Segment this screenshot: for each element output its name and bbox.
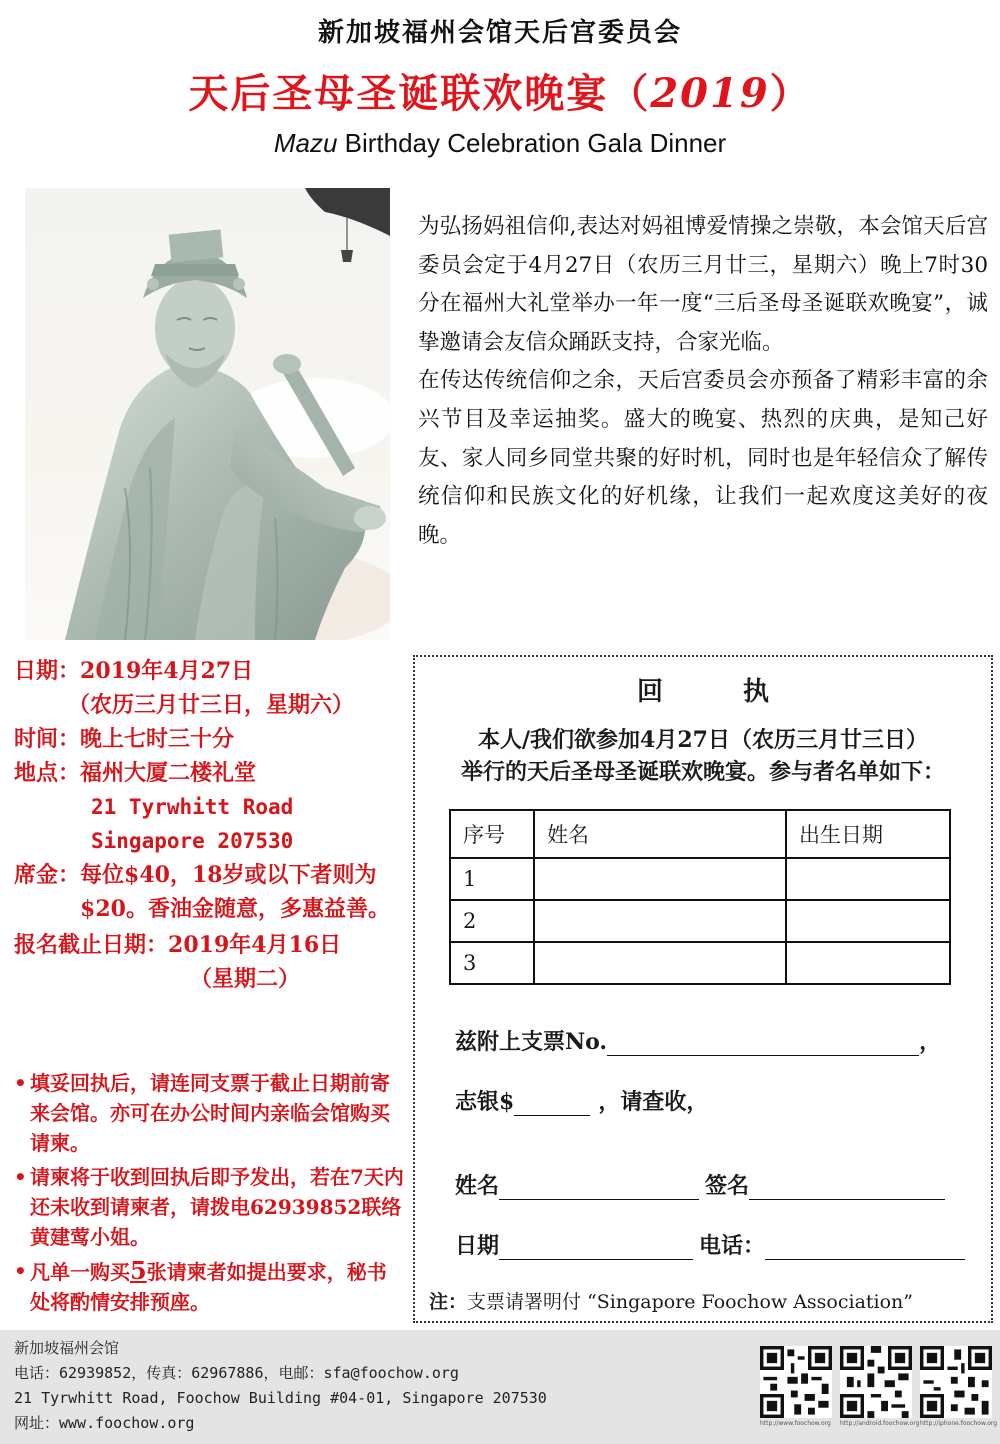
subtitle-rest: Birthday Celebration Gala Dinner bbox=[337, 128, 727, 158]
venue-address-2: Singapore 207530 bbox=[91, 829, 294, 853]
date-field-label: 日期 bbox=[455, 1233, 500, 1259]
sign-label: 签名 bbox=[705, 1173, 750, 1199]
organization-title: 新加坡福州会馆天后宫委员会 bbox=[317, 18, 682, 48]
sign-blank[interactable] bbox=[749, 1175, 945, 1200]
event-subtitle bbox=[0, 128, 1000, 159]
phone-blank[interactable] bbox=[765, 1235, 965, 1260]
fee-label: 席金： bbox=[14, 862, 81, 888]
event-title-text: 天后圣母圣诞联欢晚宴（ bbox=[188, 70, 651, 117]
event-year: 2019 bbox=[650, 70, 770, 117]
qr-code-icon bbox=[760, 1346, 832, 1418]
row-number: 2 bbox=[450, 900, 534, 942]
table-row bbox=[450, 858, 950, 900]
col-header-dob: 出生日期 bbox=[786, 810, 950, 858]
deadline-day: （星期二） bbox=[190, 966, 301, 992]
row-number: 3 bbox=[450, 942, 534, 984]
footnote-label: 注： bbox=[429, 1291, 468, 1313]
name-blank[interactable] bbox=[499, 1175, 699, 1200]
cheque-footnote bbox=[429, 1287, 913, 1314]
venue-value: 福州大厦二楼礼堂 bbox=[80, 760, 257, 786]
venue-address-1: 21 Tyrwhitt Road bbox=[91, 795, 294, 819]
date-lunar: （农历三月廿三日，星期六） bbox=[68, 692, 355, 718]
qr-label-3: http://iphone.foochow.org bbox=[920, 1420, 998, 1427]
note-3-part-a: 凡单一购买 bbox=[30, 1260, 130, 1284]
qr-code-icon bbox=[840, 1346, 912, 1418]
intro-text bbox=[418, 208, 988, 555]
note-3-number: 5 bbox=[130, 1256, 147, 1285]
note-text-2: 请柬将于收到回执后即予发出，若在7天内还未收到请柬者，请拨电62939852联络黄建莺小姐。 bbox=[30, 1165, 404, 1249]
detail-venue bbox=[14, 756, 406, 790]
footnote-text: 支票请署明付 “Singapore Foochow Association” bbox=[467, 1291, 914, 1313]
note-text-1: 填妥回执后，请连同支票于截止日期前寄来会馆。亦可在办公时间内亲临会馆购买请柬。 bbox=[30, 1071, 390, 1155]
name-cell[interactable] bbox=[534, 942, 786, 984]
time-label: 时间： bbox=[14, 726, 81, 752]
event-title-close: ） bbox=[769, 70, 812, 117]
table-row bbox=[450, 942, 950, 984]
dob-cell[interactable] bbox=[786, 942, 950, 984]
dob-cell[interactable] bbox=[786, 858, 950, 900]
name-cell[interactable] bbox=[534, 900, 786, 942]
footer-contact bbox=[14, 1336, 547, 1436]
time-value: 晚上七时三十分 bbox=[80, 726, 235, 752]
row-number: 1 bbox=[450, 858, 534, 900]
cheque-label: 兹附上支票No. bbox=[455, 1029, 608, 1055]
footer-address: 21 Tyrwhitt Road, Foochow Building #04-01, Singapore 207530 bbox=[14, 1389, 547, 1407]
date-label: 日期： bbox=[14, 658, 81, 684]
reply-statement-1: 本人/我们欲参加4月27日（农历三月廿三日） bbox=[478, 727, 928, 753]
bullet-icon: • bbox=[14, 1165, 27, 1189]
footer bbox=[0, 1330, 1000, 1444]
reply-statement-2: 举行的天后圣母圣诞联欢晚宴。参与者名单如下： bbox=[460, 759, 945, 785]
table-row bbox=[450, 900, 950, 942]
detail-fee bbox=[14, 858, 406, 926]
date-value: 2019年4月27日 bbox=[80, 658, 254, 684]
fee-value: 每位$40，18岁或以下者则为$20。香油金随意，多惠益善。 bbox=[80, 862, 390, 922]
dob-cell[interactable] bbox=[786, 900, 950, 942]
intro-paragraph-1: 为弘扬妈祖信仰,表达对妈祖博爱情操之崇敬，本会馆天后宫委员会定于4月27日（农历三月廿三，星期六）晚上7时30分在福州大礼堂举办一年一度“三后圣母圣诞联欢晚宴”，诚挚邀请会友信众踊跃支持，合家光临。 bbox=[418, 214, 988, 355]
note-item-2 bbox=[14, 1162, 406, 1252]
venue-label: 地点： bbox=[14, 760, 81, 786]
event-details bbox=[14, 654, 406, 996]
footer-phone-email: 电话：62939852，传真：62967886，电邮：sfa@foochow.org bbox=[14, 1364, 459, 1382]
amount-blank[interactable] bbox=[514, 1091, 590, 1116]
footer-website[interactable]: 网址：www.foochow.org bbox=[14, 1414, 195, 1432]
date-phone-field bbox=[455, 1229, 965, 1260]
bullet-icon: • bbox=[14, 1259, 27, 1283]
table-header-row bbox=[450, 810, 950, 858]
bullet-icon: • bbox=[14, 1071, 27, 1095]
deadline-label: 报名截止日期： bbox=[14, 932, 169, 958]
detail-deadline bbox=[14, 928, 406, 962]
note-item-3 bbox=[14, 1256, 406, 1317]
detail-date bbox=[14, 654, 406, 688]
intro-paragraph-2: 在传达传统信仰之余，天后宫委员会亦预备了精彩丰富的余兴节目及幸运抽奖。盛大的晚宴、热烈的庆典，是知己好友、家人同乡同堂共聚的好时机，同时也是年轻信众了解传统信仰和民族文化的好机缘，让我们一起欢度这美好的夜晚。 bbox=[418, 368, 988, 548]
phone-label: 电话： bbox=[699, 1233, 766, 1259]
subtitle-mazu: Mazu bbox=[273, 128, 338, 158]
event-title bbox=[0, 62, 1000, 119]
reply-slip bbox=[413, 655, 993, 1323]
qr-label-2: http://android.foochow.org bbox=[840, 1420, 920, 1427]
date-blank[interactable] bbox=[499, 1235, 693, 1260]
amount-end: ，请查收， bbox=[598, 1089, 709, 1115]
cheque-number-blank[interactable] bbox=[607, 1031, 919, 1056]
qr-code-icon bbox=[920, 1346, 992, 1418]
mazu-statue-image bbox=[25, 188, 390, 640]
deadline-value: 2019年4月16日 bbox=[168, 932, 342, 958]
name-label: 姓名 bbox=[455, 1173, 500, 1199]
amount-label: 志银$ bbox=[455, 1089, 515, 1115]
note-item-1 bbox=[14, 1068, 406, 1158]
detail-time bbox=[14, 722, 406, 756]
attendee-table bbox=[449, 809, 951, 985]
col-header-name: 姓名 bbox=[534, 810, 786, 858]
cheque-end: ， bbox=[919, 1029, 942, 1055]
note-text-3 bbox=[30, 1256, 406, 1317]
name-sign-field bbox=[455, 1169, 945, 1200]
cheque-field bbox=[455, 1025, 941, 1056]
note-3-part-b: 张请柬者如提出要求，秘书处将酌情安排预座。 bbox=[30, 1260, 387, 1314]
reply-title: 回执 bbox=[636, 677, 849, 707]
name-cell[interactable] bbox=[534, 858, 786, 900]
amount-field bbox=[455, 1085, 708, 1116]
qr-label-1: http://www.foochow.org bbox=[760, 1420, 831, 1427]
notes-list bbox=[14, 1068, 406, 1321]
col-header-no: 序号 bbox=[450, 810, 534, 858]
footer-org-name: 新加坡福州会馆 bbox=[14, 1339, 120, 1357]
